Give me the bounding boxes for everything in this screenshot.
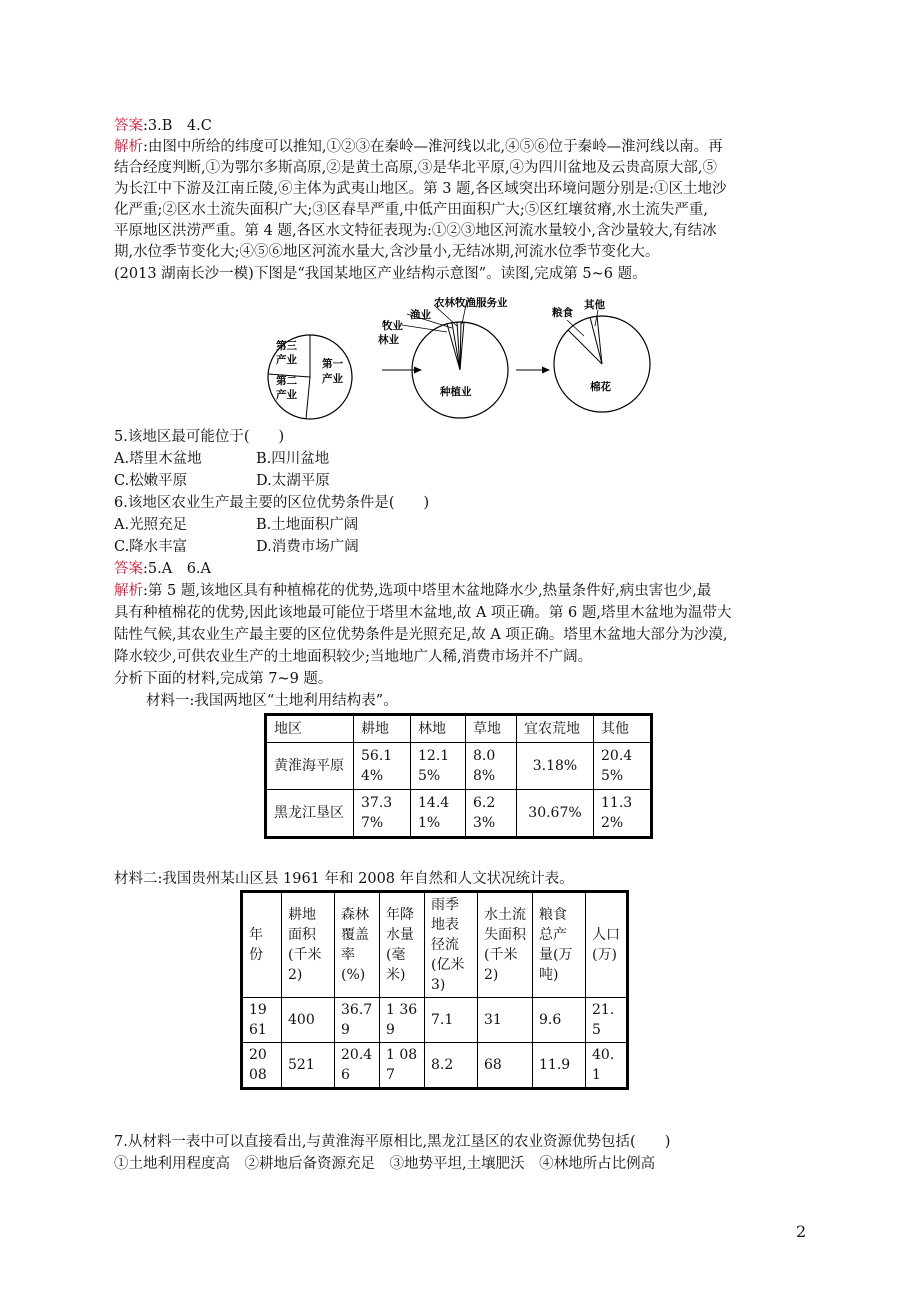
label-grain: 粮食 — [552, 307, 573, 319]
material-1-title: 材料一:我国两地区“土地利用结构表”。 — [146, 693, 398, 709]
analysis-line: 结合经度判断,①为鄂尔多斯高原,②是黄土高原,③是华北平原,④为四川盆地及云贵高原大部,⑤ — [114, 160, 718, 176]
material-2-title: 材料二:我国贵州某山区县 1961 年和 2008 年自然和人文状况统计表。 — [114, 871, 574, 887]
analysis-line: 平原地区洪涝严重。第 4 题,各区水文特征表现为:①②③地区河流水量较小,含沙量较大,有结冰 — [114, 223, 717, 239]
pie3-divider — [590, 317, 602, 364]
q6-option-c: C.降水丰富 — [114, 539, 188, 555]
answer-label: 答案 — [114, 561, 143, 577]
analysis-line: 为长江中下游及江南丘陵,⑥主体为武夷山地区。第 3 题,各区域突出环境问题分别是:①区土地沙 — [114, 181, 727, 197]
arrow-1-head — [414, 367, 422, 374]
intro-5-6: (2013 湖南长沙一模)下图是“我国某地区产业结构示意图”。读图,完成第 5~6 题。 — [114, 266, 647, 282]
analysis-label: 解析 — [114, 583, 143, 599]
label-secondary-1: 第二 — [276, 375, 297, 387]
arrow-2-head — [542, 367, 550, 374]
county-stats-table — [240, 890, 629, 1090]
label-tertiary-1: 第三 — [276, 340, 297, 352]
q5-option-c: C.松嫩平原 — [114, 473, 188, 489]
question-5: 5.该地区最可能位于( ) — [114, 429, 285, 445]
table-row: 1961 400 36.79 1 369 7.1 31 9.6 21.5 — [242, 998, 628, 1043]
label-secondary-2: 产业 — [276, 389, 297, 401]
label-primary-2: 产业 — [322, 373, 343, 385]
q5-option-b: B.四川盆地 — [256, 451, 330, 467]
q7-options: ①土地利用程度高 ②耕地后备资源充足 ③地势平坦,土壤肥沃 ④林地所占比例高 — [114, 1156, 656, 1172]
q6-options-row1 — [114, 515, 814, 536]
q6-options-row2 — [114, 537, 814, 558]
label-husbandry: 牧业 — [382, 320, 403, 332]
q5-option-d: D.太湖平原 — [256, 473, 330, 489]
q6-option-a: A.光照充足 — [114, 517, 188, 533]
question-7: 7.从材料一表中可以直接看出,与黄淮海平原相比,黑龙江垦区的农业资源优势包括( ) — [114, 1134, 671, 1150]
label-forestry: 林业 — [378, 334, 399, 346]
analysis-line: 解析:第 5 题,该地区具有种植棉花的优势,选项中塔里木盆地降水少,热量条件好,病虫害也少,最 — [114, 583, 712, 599]
label-tertiary-2: 产业 — [276, 354, 297, 366]
land-use-table — [264, 713, 653, 839]
label-planting: 种植业 — [440, 386, 472, 398]
analysis-line: 化严重;②区水土流失面积广大;③区春旱严重,中低产田面积广大;⑤区红壤贫瘠,水土流失严重, — [114, 202, 708, 218]
answer-label: 答案 — [114, 118, 143, 134]
q5-options-row2 — [114, 471, 814, 492]
label-cotton: 棉花 — [590, 381, 611, 393]
pie1-divider — [306, 377, 310, 419]
label-primary-1: 第一 — [322, 358, 343, 370]
answer-text: :5.A 6.A — [143, 561, 211, 577]
answer-3-4 — [114, 116, 814, 137]
answer-5-6 — [114, 559, 814, 580]
answer-text: :3.B 4.C — [143, 118, 212, 134]
industry-structure-diagram — [262, 292, 662, 422]
pie3-divider — [597, 316, 602, 364]
label-fishery: 渔业 — [410, 309, 431, 321]
q5-option-a: A.塔里木盆地 — [114, 451, 202, 467]
analysis-line: 降水较少,可供农业生产的土地面积较少;当地地广人稀,消费市场并不广阔。 — [114, 649, 593, 665]
label-other: 其他 — [584, 299, 605, 311]
analysis-line: 陆性气候,其农业生产最主要的区位优势条件是光照充足,故 A 项正确。塔里木盆地大部分为沙漠, — [114, 627, 728, 643]
q6-option-b: B.土地面积广阔 — [256, 517, 359, 533]
q6-option-d: D.消费市场广阔 — [256, 539, 359, 555]
analysis-line: 期,水位季节变化大;④⑤⑥地区河流水量大,含沙量小,无结冰期,河流水位季节变化大。 — [114, 244, 660, 260]
intro-7-9: 分析下面的材料,完成第 7~9 题。 — [114, 671, 333, 687]
page-number: 2 — [796, 1222, 807, 1241]
table-row: 黑龙江垦区 37.37% 14.41% 6.23% 30.67% 11.32% — [266, 790, 652, 838]
pie3-divider — [568, 330, 602, 364]
label-service: 农林牧渔服务业 — [434, 297, 508, 309]
analysis-line: 具有种植棉花的优势,因此该地最可能位于塔里木盆地,故 A 项正确。第 6 题,塔里木盆地为温带大 — [114, 605, 732, 621]
table-row: 2008 521 20.46 1 087 8.2 68 11.9 40.1 — [242, 1043, 628, 1089]
table-row: 黄淮海平原 56.14% 12.15% 8.08% 3.18% 20.45% — [266, 743, 652, 790]
table-header-row: 地区 耕地 林地 草地 宜农荒地 其他 — [266, 715, 652, 743]
question-6: 6.该地区农业生产最主要的区位优势条件是( ) — [114, 495, 430, 511]
q5-options-row1 — [114, 449, 814, 470]
analysis-label: 解析 — [114, 139, 143, 155]
analysis-line: 解析:由图中所给的纬度可以推知,①②③在秦岭—淮河线以北,④⑤⑥位于秦岭—淮河线以南。再 — [114, 139, 723, 155]
table-header-row: 年份 耕地面积(千米2) 森林覆盖率(%) 年降水量(毫米) 雨季地表径流(亿米3) 水土流失面积(千米2) 粮食总产量(万吨) 人口(万) — [242, 892, 628, 998]
